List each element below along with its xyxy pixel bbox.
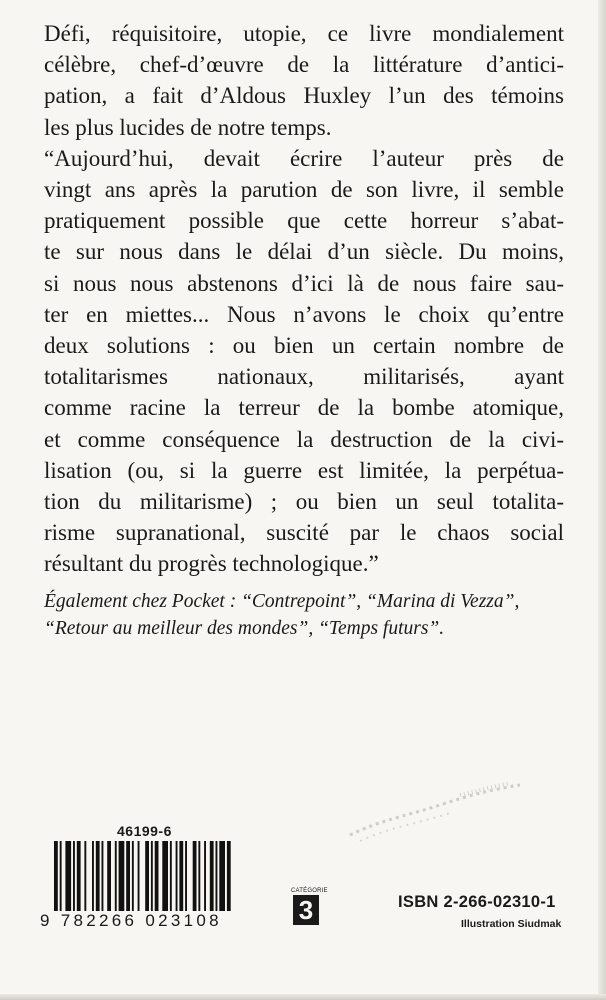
illustration-credit: Illustration Siudmak: [461, 918, 562, 930]
blurb-line: pation, a fait d’Aldous Huxley l’un des témoins: [44, 83, 564, 109]
category-badge: [291, 888, 328, 925]
barcode-code-top: 46199-6: [117, 823, 172, 839]
category-number: 3: [293, 895, 319, 925]
barcode-bar: [198, 841, 200, 911]
quote-line: totalitarismes nationaux, militarisés, ayant: [44, 364, 564, 390]
barcode-bar: [176, 841, 178, 911]
barcode-bar: [107, 841, 111, 911]
category-label: CATÉGORIE: [291, 888, 328, 894]
also-line: “Retour au meilleur des mondes”, “Temps futurs”.: [44, 618, 445, 639]
quote-line: risme supranational, suscité par le chaos social: [44, 520, 564, 546]
quote-line: et comme conséquence la destruction de la civi-: [44, 426, 564, 452]
blurb-paragraph-2: [44, 143, 564, 580]
barcode-bar: [210, 841, 214, 911]
barcode-bar: [54, 841, 58, 911]
quote-line: vingt ans après la parution de son livre, il semble: [44, 177, 564, 203]
barcode-bar: [77, 841, 81, 911]
barcode-bar: [204, 841, 206, 911]
barcode-bar: [96, 841, 100, 911]
barcode-bar: [126, 841, 130, 911]
also-line: Également chez Pocket : “Contrepoint”, “Marina di Vezza”,: [44, 591, 520, 612]
blurb-paragraph-1: [44, 18, 564, 143]
quote-line: comme racine la terreur de la bombe atomique,: [44, 395, 564, 421]
barcode-bar: [92, 841, 94, 911]
barcode-bar: [185, 841, 187, 911]
isbn-text: ISBN 2-266-02310-1: [398, 893, 556, 911]
barcode-bars: [40, 841, 236, 911]
barcode-bar: [170, 841, 172, 911]
barcode-bar: [219, 841, 225, 911]
blurb-line: Défi, réquisitoire, utopie, ce livre mondialement: [44, 21, 564, 46]
barcode-bar: [119, 841, 125, 911]
barcode-bar: [84, 841, 86, 911]
barcode-bar: [162, 841, 168, 911]
barcode-bar: [60, 841, 62, 911]
barcode-bar: [73, 841, 75, 911]
quote-line: tion du militarisme) ; ou bien un seul totalita-: [44, 489, 564, 515]
barcode-bar: [65, 841, 71, 911]
quote-line: te sur nous dans le délai d’un siècle. Du moins,: [44, 239, 564, 265]
blurb-line: célèbre, chef-d’œuvre de la littérature d’antici-: [44, 52, 564, 78]
barcode-bar: [115, 841, 117, 911]
barcode-bar: [155, 841, 159, 911]
barcode-bar: [193, 841, 197, 911]
barcode-bar: [216, 841, 218, 911]
cover-scuff-marks: [340, 775, 530, 845]
quote-line: si nous nous abstenons d’ici là de nous faire sau-: [44, 270, 564, 296]
barcode-bar: [138, 841, 140, 911]
barcode-bar: [145, 841, 149, 911]
blurb-text: [44, 18, 564, 580]
barcode-bar: [227, 841, 231, 911]
quote-line: deux solutions : ou bien un certain nombre de: [44, 333, 564, 359]
quote-line: ter en miettes... Nous n’avons le choix qu’entre: [44, 301, 564, 327]
quote-line: lisation (ou, si la guerre est limitée, la perpétua-: [44, 457, 564, 483]
barcode-bar: [151, 841, 153, 911]
cover-bottom-edge: [0, 994, 606, 1000]
barcode-bar: [132, 841, 134, 911]
blurb-line: les plus lucides de notre temps.: [44, 114, 332, 140]
also-available-note: [44, 588, 574, 642]
barcode-bar: [102, 841, 104, 911]
cover-right-edge: [598, 0, 606, 1000]
barcode-digits: 9 782266 023108: [40, 911, 222, 930]
barcode-bar: [179, 841, 183, 911]
quote-line: “Aujourd’hui, devait écrire l’auteur près de: [44, 145, 564, 171]
quote-line: pratiquement possible que cette horreur s’abat-: [44, 208, 564, 234]
quote-line: résultant du progrès technologique.”: [44, 551, 379, 577]
